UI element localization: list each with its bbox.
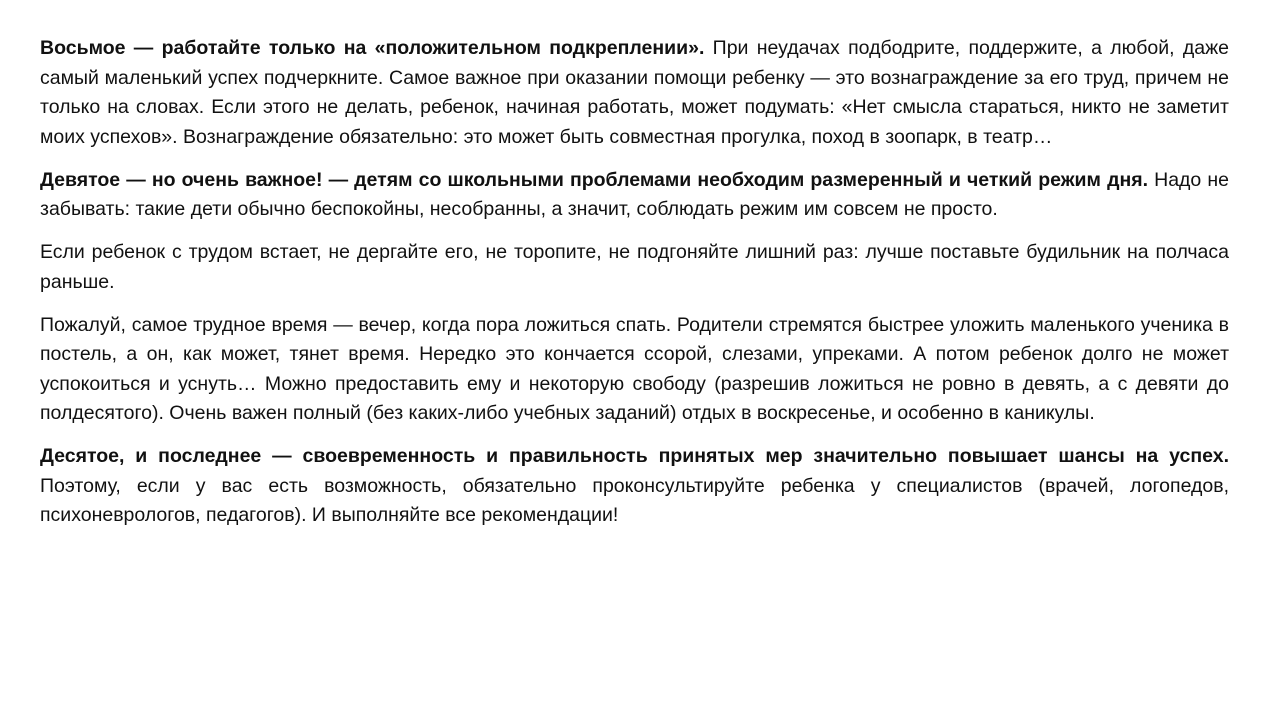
paragraph-ninth-rule <box>40 166 1229 225</box>
paragraph-morning-advice <box>40 238 1229 297</box>
paragraph-body: Поэтому, если у вас есть возможность, обязательно проконсультируйте ребенка у специалистов (врачей, логопедов, психоневрологов, педагогов). И выполняйте все рекомендации! <box>40 474 1229 526</box>
paragraph-body: Если ребенок с трудом встает, не дергайте его, не торопите, не подгоняйте лишний раз: лучше поставьте будильник на полчаса раньше. <box>40 241 1229 293</box>
paragraph-lead: Десятое, и последнее — своевременность и правильность принятых мер значительно повышает шансы на успех. <box>40 445 1229 467</box>
paragraph-lead: Восьмое — работайте только на «положительном подкреплении». <box>40 37 705 59</box>
paragraph-eighth-rule <box>40 34 1229 152</box>
paragraph-tenth-rule <box>40 442 1229 531</box>
paragraph-evening-advice <box>40 311 1229 429</box>
article-text <box>40 34 1229 544</box>
paragraph-lead: Девятое — но очень важное! — детям со школьными проблемами необходим размеренный и четкий режим дня. <box>40 168 1149 191</box>
paragraph-body: Пожалуй, самое трудное время — вечер, когда пора ложиться спать. Родители стремятся быстрее уложить маленького ученика в постель, а он, как может, тянет время. Нередко это кончается ссорой, слезами, упреками. А потом ребенок долго не может успокоиться и уснуть… Можно предоставить ему и некоторую свободу (разрешив ложиться не ровно в девять, а с девяти до полдесятого). Очень важен полный (без каких-либо учебных заданий) отдых в воскресенье, и особенно в каникулы. <box>40 313 1229 424</box>
paragraph-body: При неудачах подбодрите, поддержите, а любой, даже самый маленький успех подчеркните. Самое важное при оказании помощи ребенку — это вознаграждение за его труд, причем не только на словах. Если этого не делать, ребенок, начиная работать, может подумать: «Нет смысла стараться, никто не заметит моих успехов». Вознаграждение обязательно: это может быть совместная прогулка, поход в зоопарк, в театр… <box>40 37 1229 148</box>
paragraph-body: Надо не забывать: такие дети обычно беспокойны, несобранны, а значит, соблюдать режим им совсем не просто. <box>40 168 1229 220</box>
